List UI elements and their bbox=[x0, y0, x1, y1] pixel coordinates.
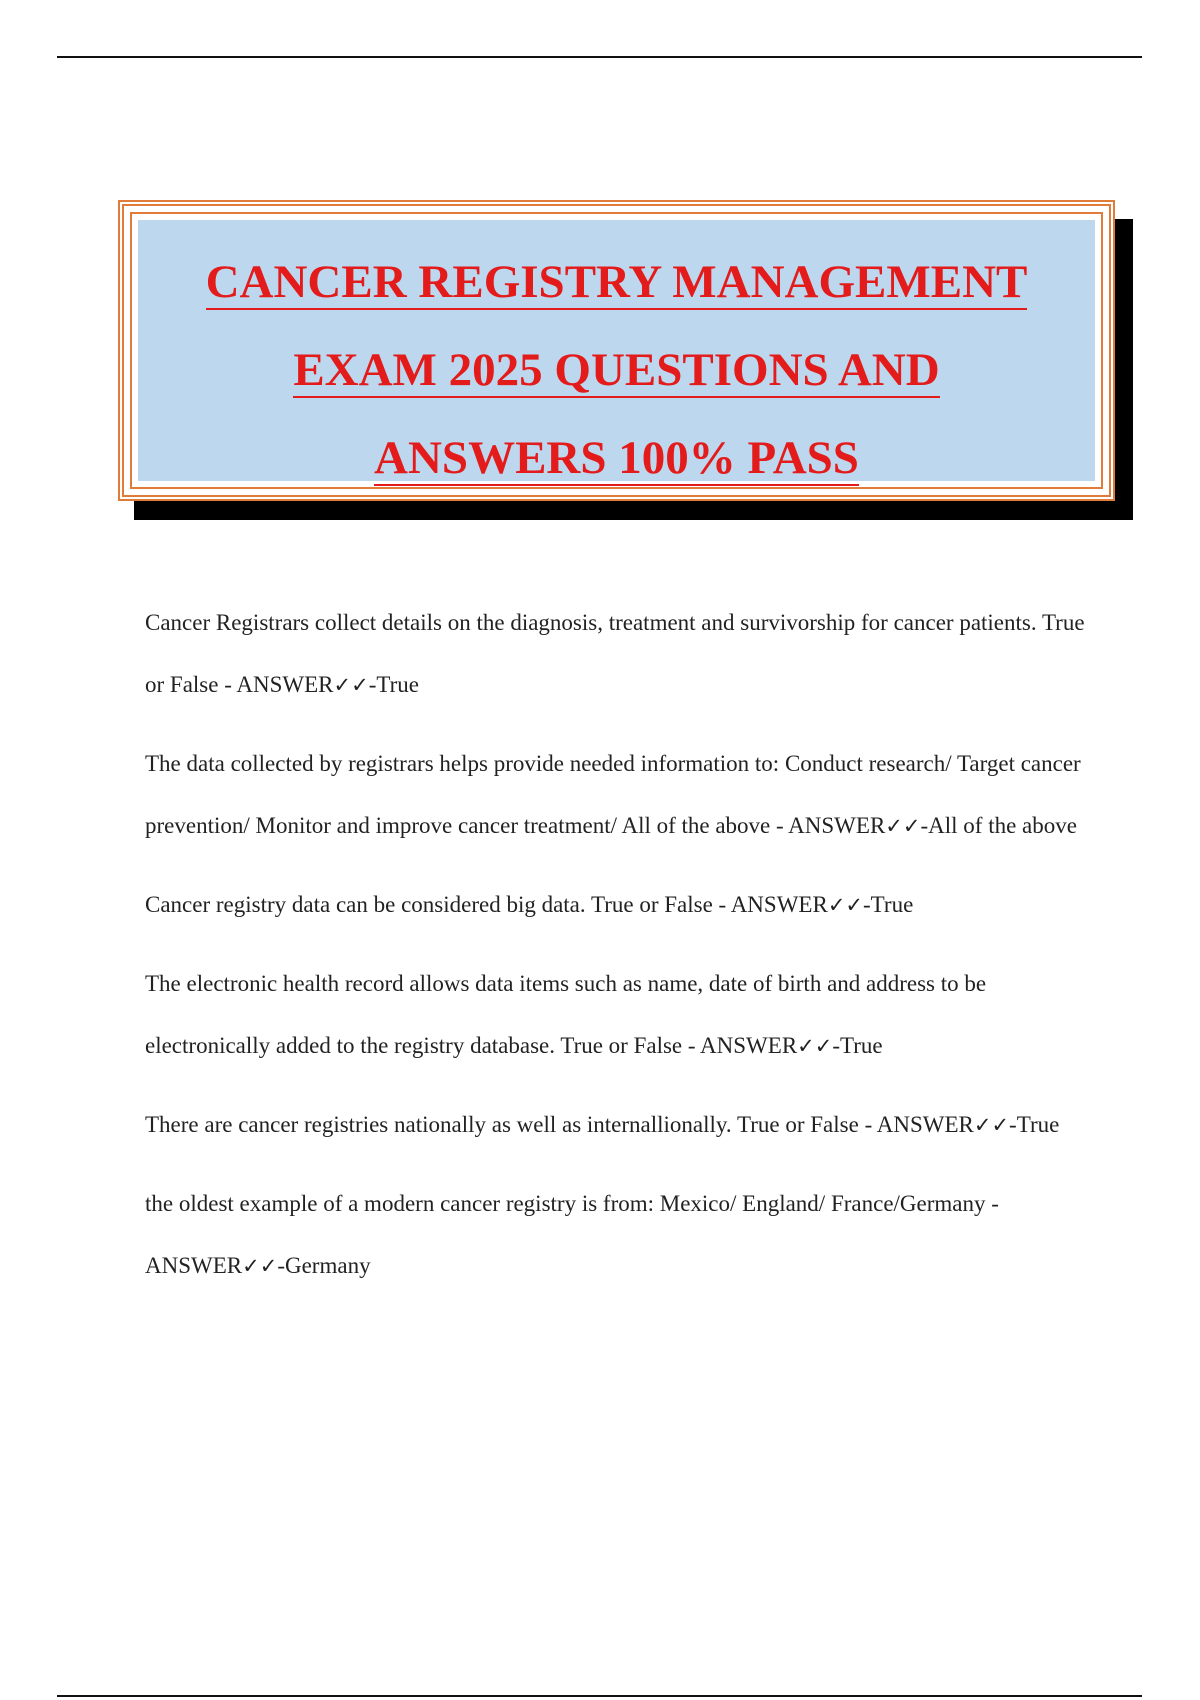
qa-item-2 bbox=[145, 733, 1095, 857]
answer-label: ANSWER bbox=[788, 813, 886, 838]
answer-text: -True bbox=[832, 1033, 883, 1058]
qa-item-6 bbox=[145, 1173, 1095, 1297]
question-text: Cancer Registrars collect details on the diagnosis, treatment and survivorship for cancer patients. True or False - bbox=[145, 610, 1085, 697]
question-text: the oldest example of a modern cancer registry is from: Mexico/ England/ France/Germany - bbox=[145, 1191, 999, 1216]
answer-text: -True bbox=[863, 892, 914, 917]
question-text: There are cancer registries nationally as well as internallionally. True or False - bbox=[145, 1112, 873, 1137]
answer-text: -True bbox=[368, 672, 419, 697]
title-line-3: ANSWERS 100% PASS bbox=[374, 432, 859, 484]
title-line-2: EXAM 2025 QUESTIONS AND bbox=[293, 344, 940, 396]
top-rule bbox=[57, 56, 1142, 58]
question-text: Cancer registry data can be considered big data. True or False - bbox=[145, 892, 727, 917]
qa-item-3 bbox=[145, 874, 1095, 936]
qa-item-4 bbox=[145, 953, 1095, 1077]
qa-item-1 bbox=[145, 592, 1095, 716]
answer-text: -All of the above bbox=[920, 813, 1077, 838]
check-icon: ✓✓ bbox=[973, 1113, 1010, 1137]
answer-label: ANSWER bbox=[730, 892, 828, 917]
answer-label: ANSWER bbox=[700, 1033, 798, 1058]
bottom-rule bbox=[57, 1695, 1142, 1697]
title-box bbox=[118, 200, 1115, 501]
title-box-fill bbox=[138, 220, 1095, 484]
check-icon: ✓✓ bbox=[242, 1254, 278, 1278]
answer-text: -Germany bbox=[277, 1253, 371, 1278]
qa-item-5 bbox=[145, 1094, 1095, 1156]
check-icon: ✓✓ bbox=[827, 893, 864, 917]
title-line-1: CANCER REGISTRY MANAGEMENT bbox=[205, 256, 1028, 308]
document-title bbox=[138, 238, 1095, 502]
answer-text: -True bbox=[1009, 1112, 1060, 1137]
answer-label: ANSWER bbox=[876, 1112, 974, 1137]
answer-label: ANSWER bbox=[145, 1253, 243, 1278]
check-icon: ✓✓ bbox=[333, 673, 369, 697]
check-icon: ✓✓ bbox=[885, 814, 921, 838]
question-text: The electronic health record allows data items such as name, date of birth and address to be electronically added to the registry database. True or False - bbox=[145, 971, 987, 1058]
answer-label: ANSWER bbox=[236, 672, 334, 697]
check-icon: ✓✓ bbox=[797, 1034, 833, 1058]
question-list bbox=[145, 592, 1095, 1314]
question-text: The data collected by registrars helps provide needed information to: Conduct research/ Target cancer prevention/ Monitor and improve cancer treatment/ All of the above - bbox=[145, 751, 1081, 838]
